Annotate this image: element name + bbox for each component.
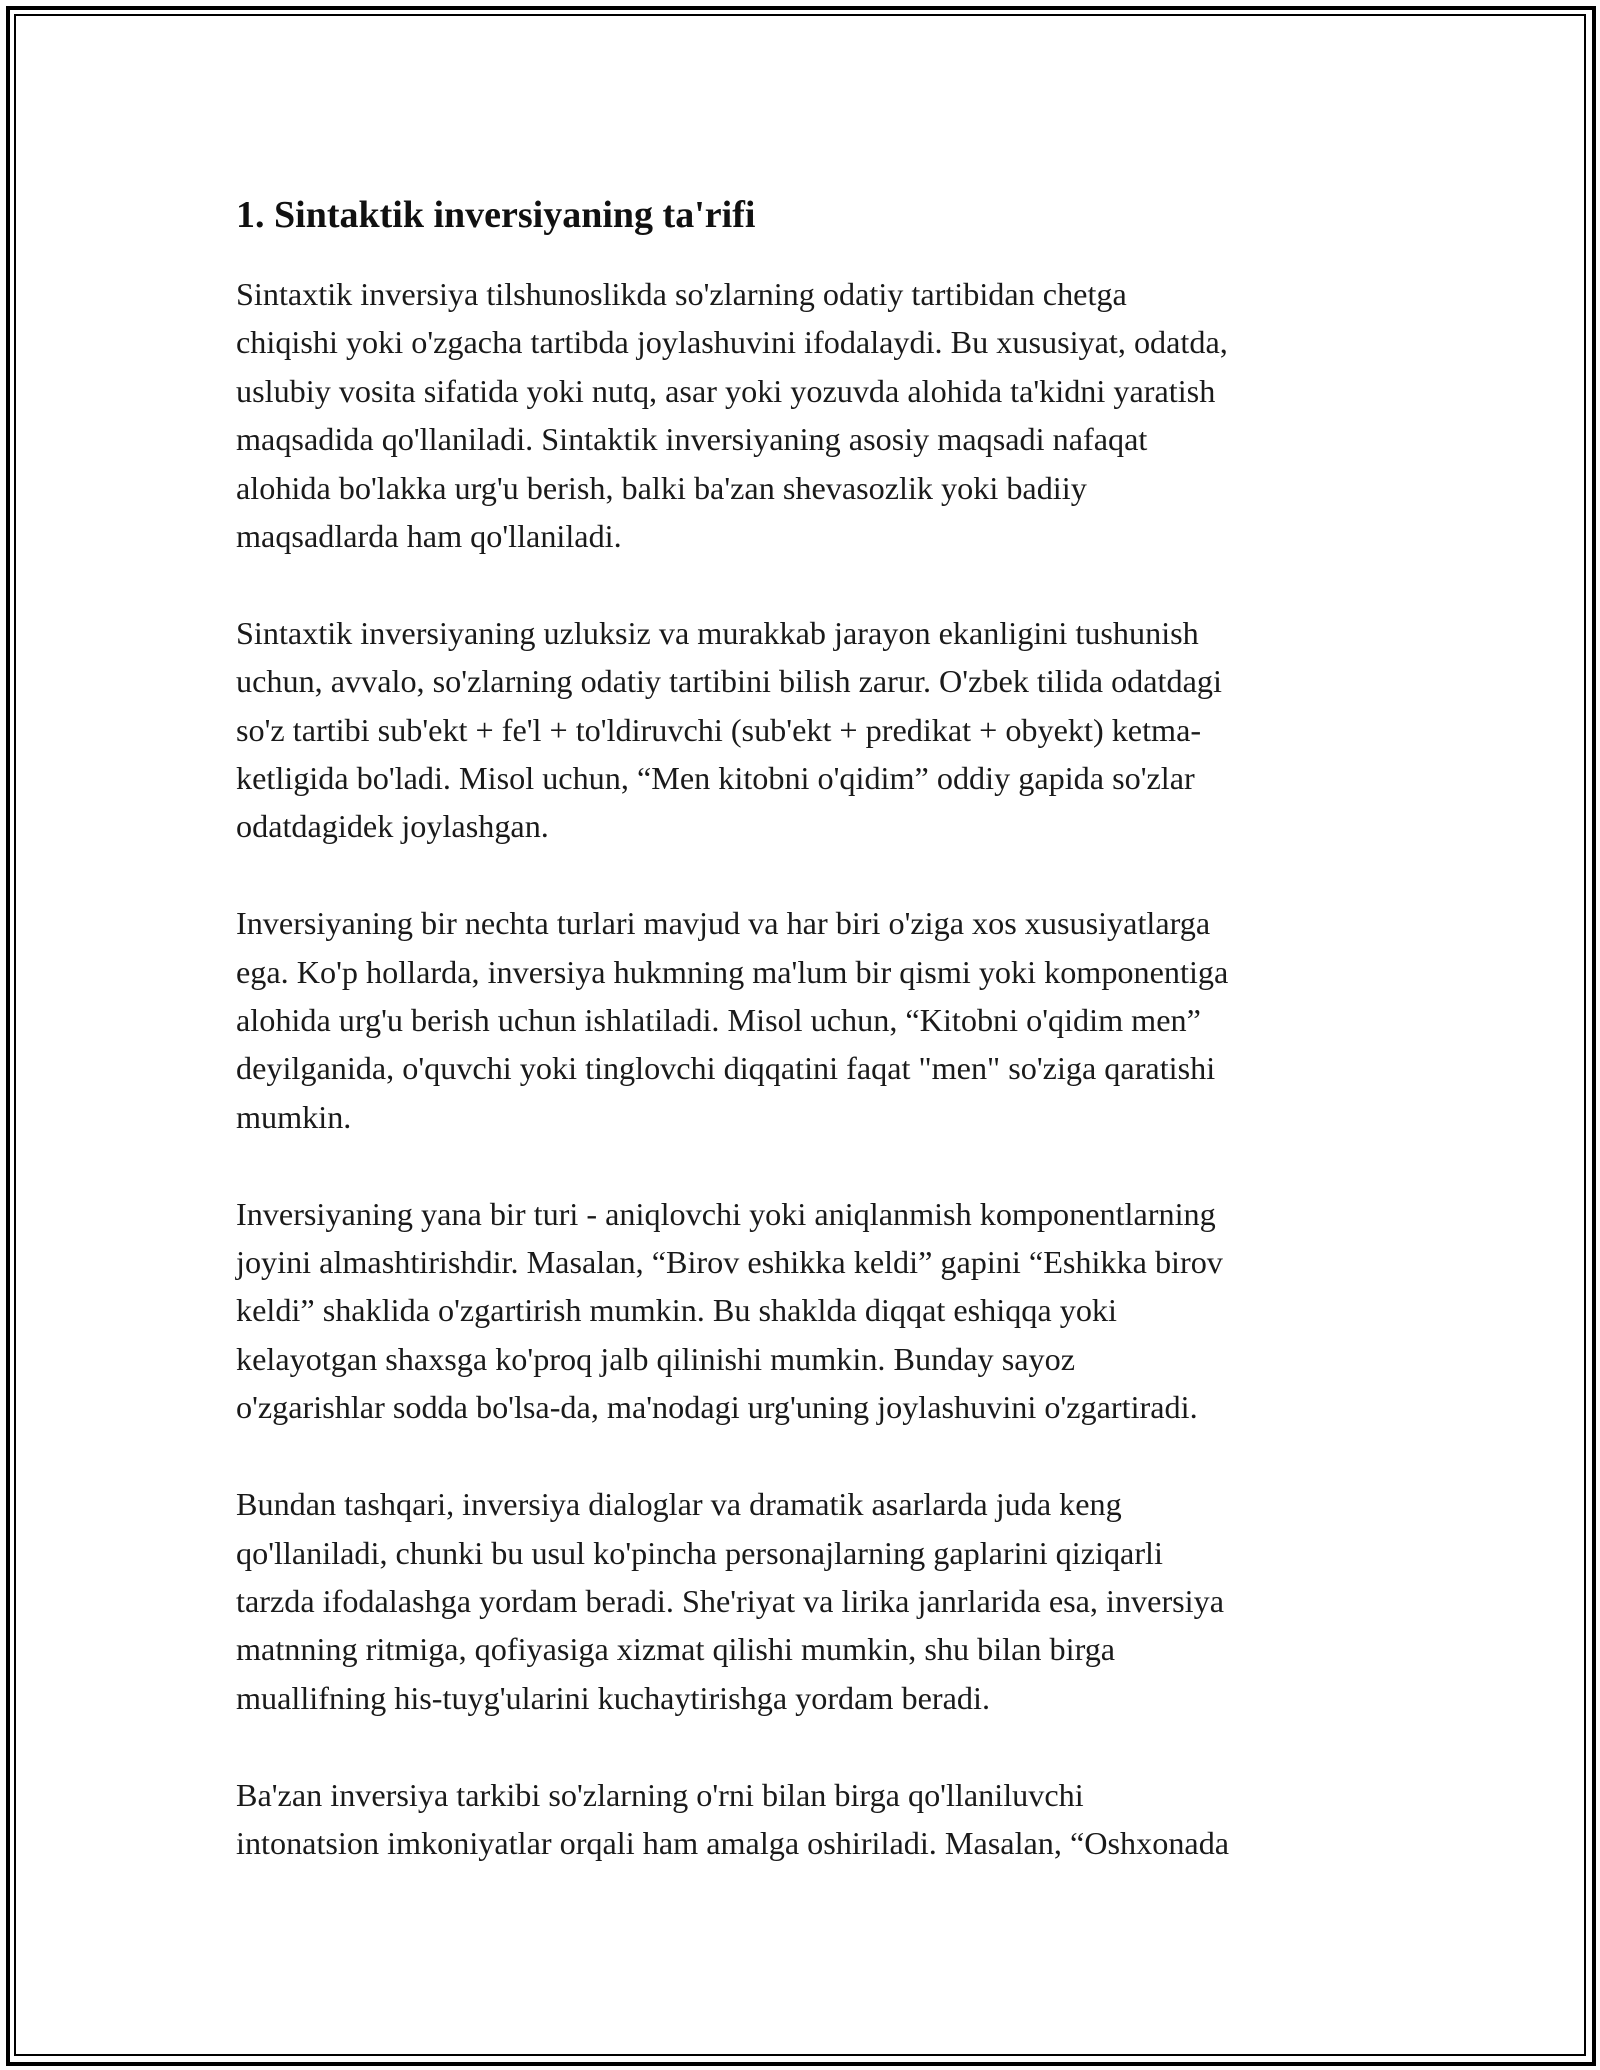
- text-line: qo'llaniladi, chunki bu usul ko'pincha personajlarning gaplarini qiziqarli: [236, 1534, 1163, 1571]
- text-line: Sintaxtik inversiyaning uzluksiz va murakkab jarayon ekanligini tushunish: [236, 614, 1199, 651]
- text-line: tarzda ifodalashga yordam beradi. She'riyat va lirika janrlarida esa, inversiya: [236, 1582, 1225, 1619]
- text-line: maqsadida qo'llaniladi. Sintaktik inversiyaning asosiy maqsadi nafaqat: [236, 421, 1148, 458]
- text-line: uslubiy vosita sifatida yoki nutq, asar yoki yozuvda alohida ta'kidni yaratish: [236, 372, 1216, 409]
- paragraph: [236, 1480, 1396, 1722]
- paragraph: [236, 1190, 1396, 1432]
- text-line: chiqishi yoki o'zgacha tartibda joylashuvini ifodalaydi. Bu xususiyat, odatda,: [236, 324, 1228, 361]
- text-line: Ba'zan inversiya tarkibi so'zlarning o'rni bilan birga qo'llaniluvchi: [236, 1776, 1084, 1813]
- text-line: joyini almashtirishdir. Masalan, “Birov eshikka keldi” gapini “Eshikka birov: [236, 1244, 1223, 1281]
- document-body: [236, 182, 1396, 1916]
- text-line: uchun, avvalo, so'zlarning odatiy tartibini bilish zarur. O'zbek tilida odatdagi: [236, 663, 1222, 700]
- text-line: alohida bo'lakka urg'u berish, balki ba'zan shevasozlik yoki badiiy: [236, 469, 1087, 506]
- text-line: o'zgarishlar sodda bo'lsa-da, ma'nodagi urg'uning joylashuvini o'zgartiradi.: [236, 1389, 1198, 1426]
- text-line: Sintaxtik inversiya tilshunoslikda so'zlarning odatiy tartibidan chetga: [236, 276, 1127, 312]
- text-line: mumkin.: [236, 1098, 352, 1135]
- text-line: Bundan tashqari, inversiya dialoglar va dramatik asarlarda juda keng: [236, 1486, 1122, 1523]
- text-line: alohida urg'u berish uchun ishlatiladi. Misol uchun, “Kitobni o'qidim men”: [236, 1002, 1201, 1039]
- text-line: matnning ritmiga, qofiyasiga xizmat qilishi mumkin, shu bilan birga: [236, 1631, 1116, 1668]
- text-line: keldi” shaklida o'zgartirish mumkin. Bu shaklda diqqat eshiqqa yoki: [236, 1292, 1117, 1329]
- paragraph: [236, 609, 1396, 851]
- text-line: intonatsion imkoniyatlar orqali ham amalga oshiriladi. Masalan, “Oshxonada: [236, 1824, 1230, 1861]
- text-line: odatdagidek joylashgan.: [236, 808, 549, 845]
- text-line: Inversiyaning bir nechta turlari mavjud va har biri o'ziga xos xususiyatlarga: [236, 905, 1211, 942]
- paragraph: [236, 899, 1396, 1141]
- text-line: ketligida bo'ladi. Misol uchun, “Men kitobni o'qidim” oddiy gapida so'zlar: [236, 760, 1195, 797]
- text-line: maqsadlarda ham qo'llaniladi.: [236, 518, 622, 555]
- text-line: deyilganida, o'quvchi yoki tinglovchi diqqatini faqat "men" so'ziga qaratishi: [236, 1050, 1216, 1087]
- text-line: so'z tartibi sub'ekt + fe'l + to'ldiruvchi (sub'ekt + predikat + obyekt) ketma-: [236, 711, 1202, 748]
- text-line: Inversiyaning yana bir turi - aniqlovchi yoki aniqlanmish komponentlarning: [236, 1195, 1216, 1232]
- paragraph: [236, 1771, 1396, 1868]
- paragraph-list: [236, 270, 1396, 1867]
- section-heading: 1. Sintaktik inversiyaning ta'rifi: [236, 194, 756, 236]
- paragraph: [236, 270, 1396, 560]
- text-line: kelayotgan shaxsga ko'proq jalb qilinishi mumkin. Bunday sayoz: [236, 1340, 1075, 1377]
- text-line: ega. Ko'p hollarda, inversiya hukmning ma'lum bir qismi yoki komponentiga: [236, 953, 1229, 990]
- text-line: muallifning his-tuyg'ularini kuchaytirishga yordam beradi.: [236, 1679, 990, 1716]
